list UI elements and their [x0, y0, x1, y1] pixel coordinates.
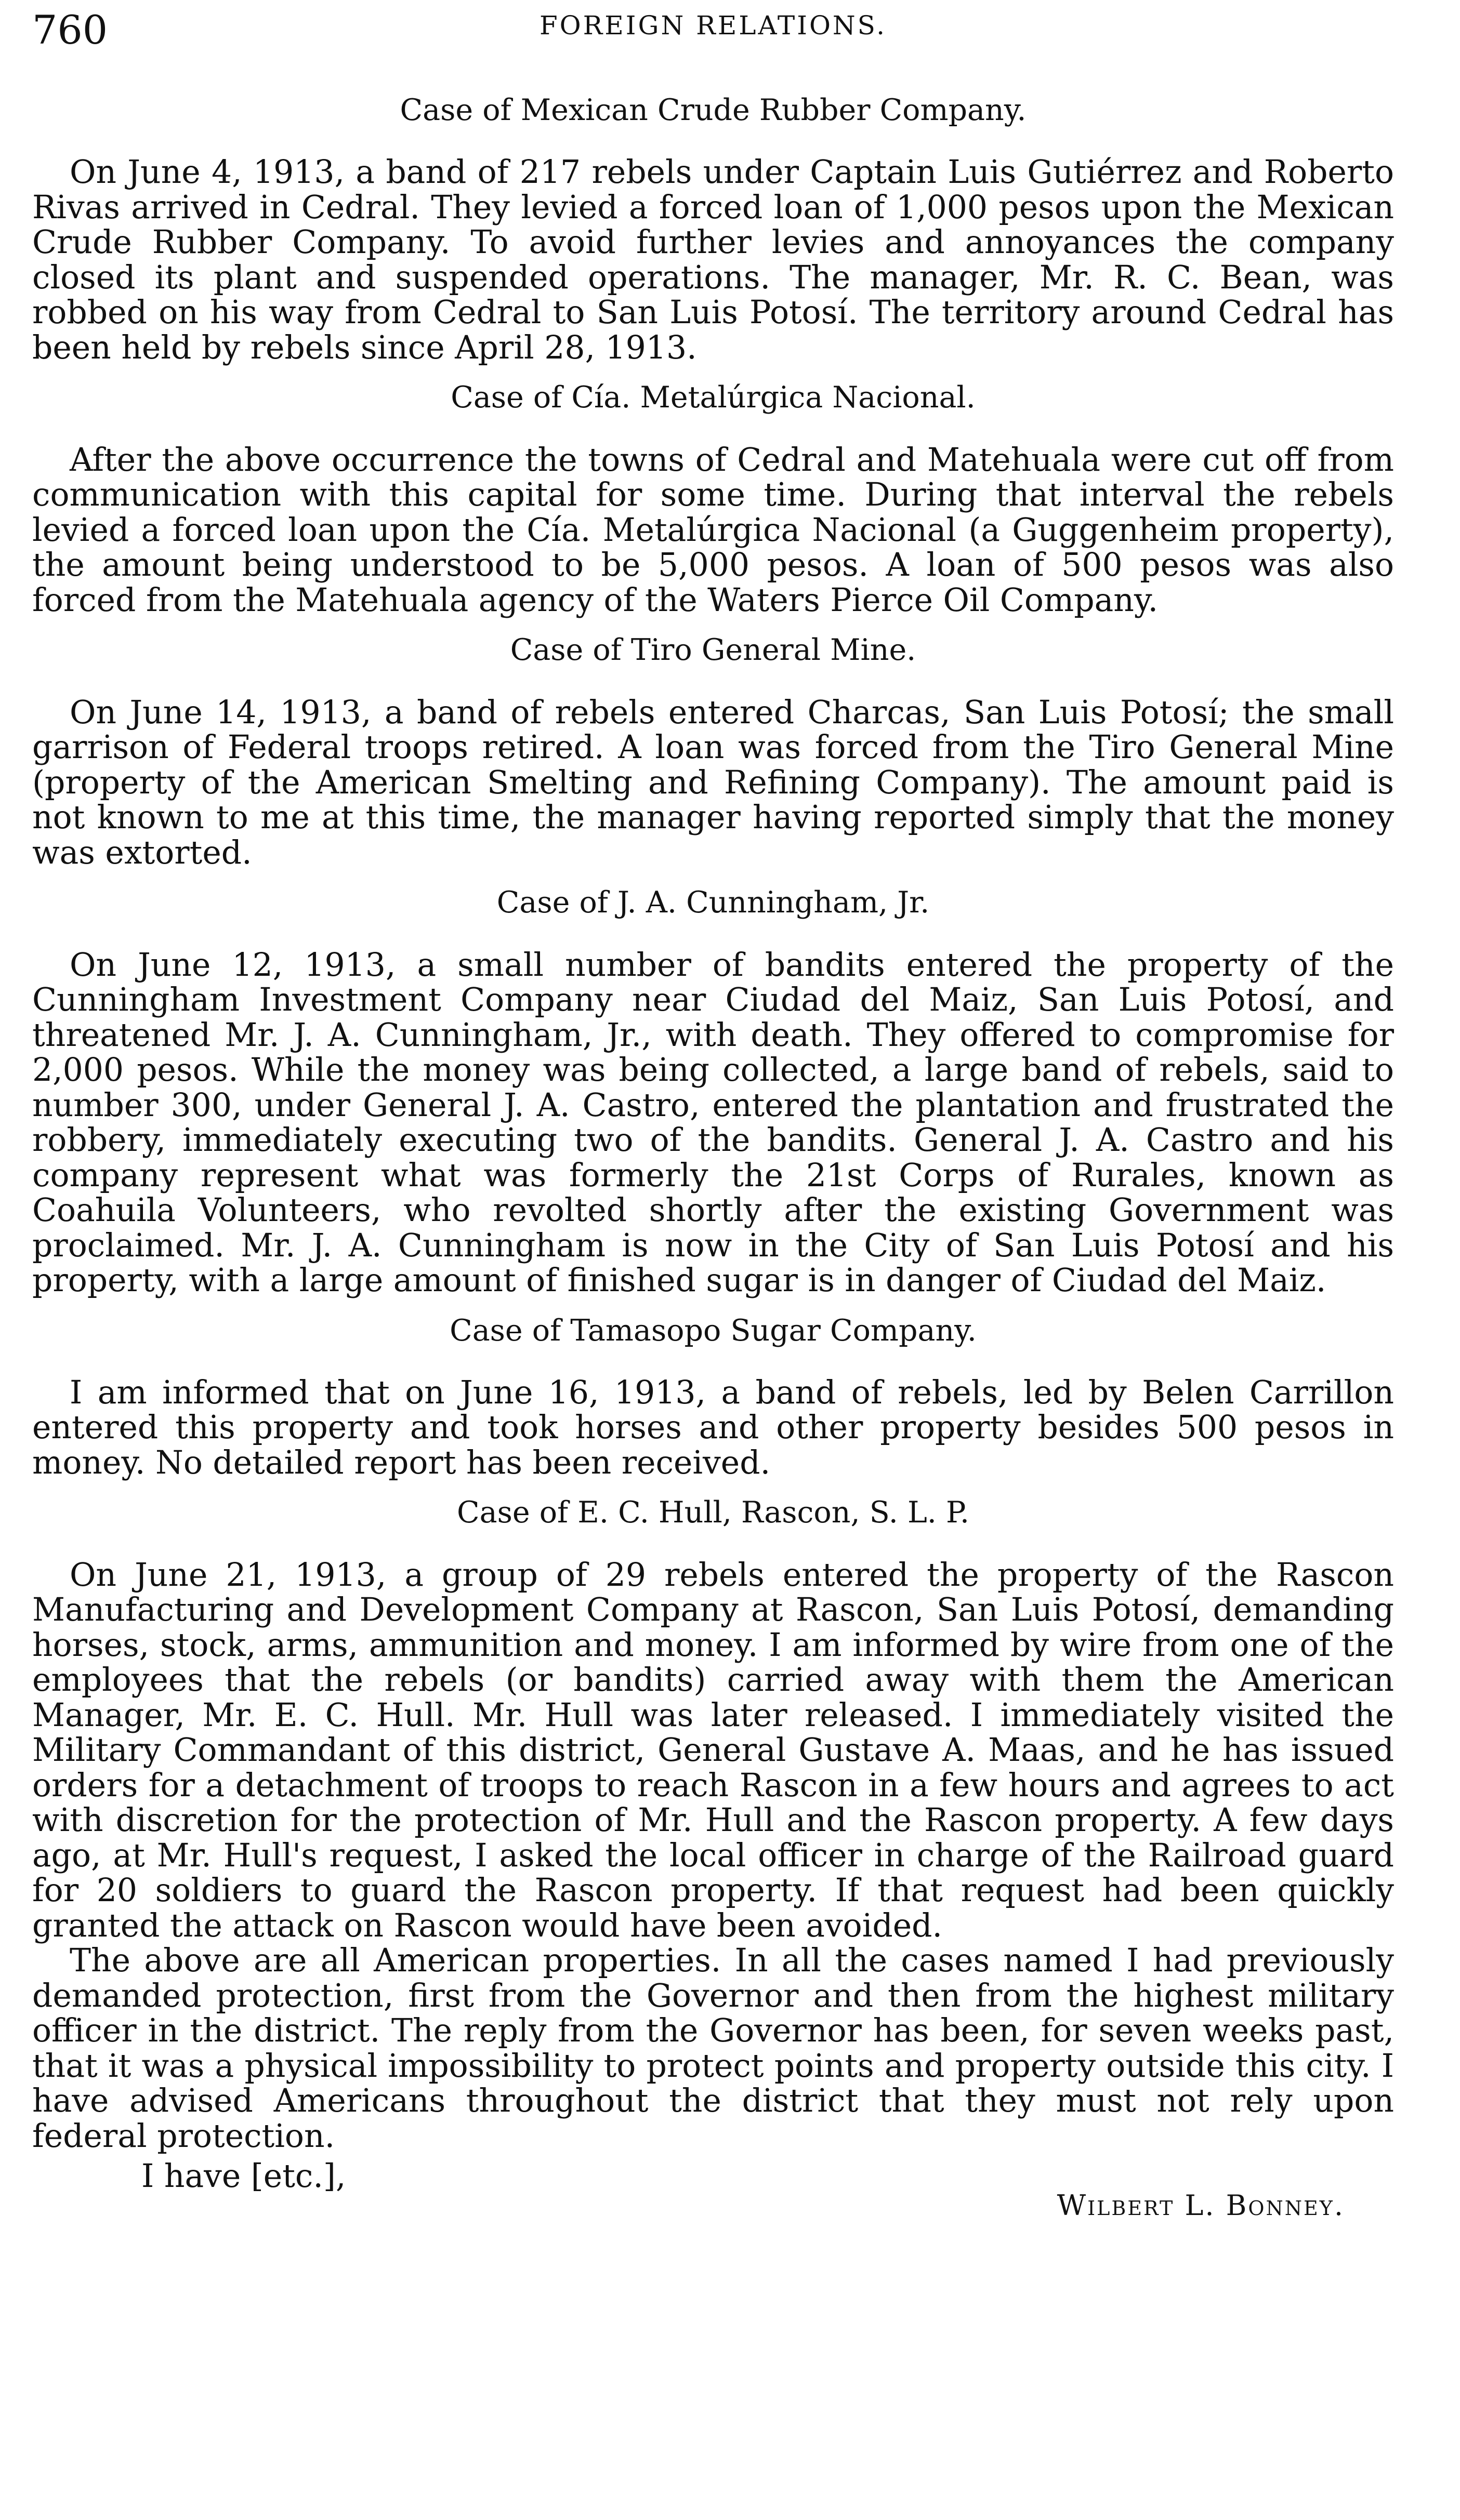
section-cunningham — [32, 885, 1394, 1298]
body-paragraph: I am informed that on June 16, 1913, a band of rebels, led by Belen Carrillon entered this property and took horses and other property besides 500 pesos in money. No detailed report has been received. — [32, 1373, 1394, 1481]
section-heading: Case of J. A. Cunningham, Jr. — [496, 885, 930, 920]
section-heading: Case of Tamasopo Sugar Company. — [450, 1313, 977, 1348]
section-heading: Case of E. C. Hull, Rascon, S. L. P. — [457, 1495, 969, 1530]
body-paragraph: The above are all American properties. In all the cases named I had previously demanded protection, first from the Governor and then from the highest military officer in the district. The reply from the Governor has been, for seven weeks past, that it was a physical impossibility to protect points and property outside this city. I have advised Americans throughout the district that they must not rely upon federal protection. — [32, 1942, 1394, 2155]
signature: Wilbert L. Bonney. — [1057, 2189, 1345, 2222]
section-metalurgica-nacional — [32, 380, 1394, 618]
closing-line: I have [etc.], — [141, 2157, 346, 2195]
section-mexican-crude-rubber — [32, 92, 1394, 365]
letter-closing — [32, 2154, 1394, 2258]
page-number: 760 — [32, 7, 108, 53]
section-hull-rascon — [32, 1495, 1394, 2154]
running-title: FOREIGN RELATIONS. — [539, 10, 887, 41]
body-paragraph: On June 14, 1913, a band of rebels entered Charcas, San Luis Potosí; the small garrison of Federal troops retired. A loan was forced from the Tiro General Mine (property of the American Smelting and Refining Company). The amount paid is not known to me at this time, the manager having reported simply that the money was extorted. — [32, 693, 1394, 871]
document-page — [32, 0, 1394, 2520]
section-heading: Case of Mexican Crude Rubber Company. — [400, 93, 1027, 127]
body-paragraph: On June 12, 1913, a small number of bandits entered the property of the Cunningham Investment Company near Ciudad del Maiz, San Luis Potosí, and threatened Mr. J. A. Cunningham, Jr., with death. They offered to compromise for 2,000 pesos. While the money was being collected, a large band of rebels, said to number 300, under General J. A. Castro, entered the plantation and frustrated the robbery, immediately executing two of the bandits. General J. A. Castro and his company represent what was formerly the 21st Corps of Rurales, known as Coahuila Volunteers, who revolted shortly after the existing Government was proclaimed. Mr. J. A. Cunningham is now in the City of San Luis Potosí and his property, with a large amount of finished sugar is in danger of Ciudad del Maiz. — [32, 946, 1394, 1299]
section-tamasopo-sugar — [32, 1313, 1394, 1481]
body-paragraph: On June 21, 1913, a group of 29 rebels entered the property of the Rascon Manufacturing and Development Company at Rascon, San Luis Potosí, demanding horses, stock, arms, ammunition and money. I am informed by wire from one of the employees that the rebels (or bandits) carried away with them the American Manager, Mr. E. C. Hull. Mr. Hull was later released. I immediately visited the Military Commandant of this district, General Gustave A. Maas, and he has issued orders for a detachment of troops to reach Rascon in a few hours and agrees to act with discretion for the protection of Mr. Hull and the Rascon property. A few days ago, at Mr. Hull's request, I asked the local officer in charge of the Railroad guard for 20 soldiers to guard the Rascon property. If that request had been quickly granted the attack on Rascon would have been avoided. — [32, 1556, 1394, 1944]
section-tiro-general-mine — [32, 632, 1394, 870]
section-heading: Case of Cía. Metalúrgica Nacional. — [451, 380, 976, 415]
section-heading: Case of Tiro General Mine. — [510, 633, 916, 668]
body-paragraph: After the above occurrence the towns of Cedral and Matehuala were cut off from communication with this capital for some time. During that interval the rebels levied a forced loan upon the Cía. Metalúrgica Nacional (a Guggenheim property), the amount being understood to be 5,000 pesos. A loan of 500 pesos was also forced from the Matehuala agency of the Waters Pierce Oil Company. — [32, 441, 1394, 619]
running-header — [32, 0, 1394, 78]
body-paragraph: On June 4, 1913, a band of 217 rebels under Captain Luis Gutiérrez and Roberto Rivas arrived in Cedral. They levied a forced loan of 1,000 pesos upon the Mexican Crude Rubber Company. To avoid further levies and annoyances the company closed its plant and suspended operations. The manager, Mr. R. C. Bean, was robbed on his way from Cedral to San Luis Potosí. The territory around Cedral has been held by rebels since April 28, 1913. — [32, 153, 1394, 366]
